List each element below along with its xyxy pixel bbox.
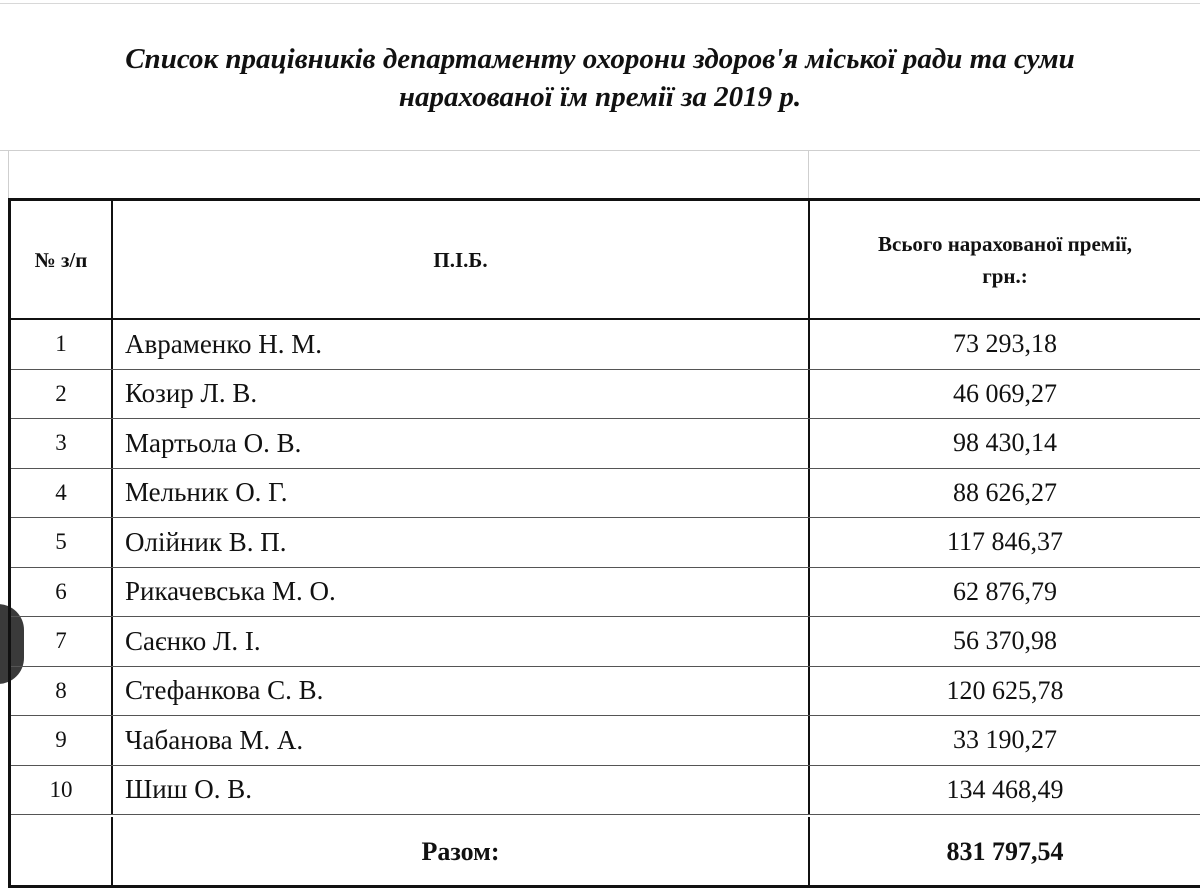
header-total-bonus	[810, 201, 1200, 318]
table-total-row	[11, 817, 1200, 886]
document-title	[0, 40, 1200, 116]
employee-name: Чабанова М. А.	[113, 716, 810, 765]
header-full-name: П.І.Б.	[113, 201, 810, 318]
row-number: 6	[11, 568, 113, 617]
header-total-bonus-line-1: Всього нарахованої премії,	[878, 231, 1132, 256]
row-number: 7	[11, 617, 113, 666]
sheet-gridline	[808, 150, 809, 198]
bonus-amount: 46 069,27	[953, 378, 1057, 408]
sheet-gridline	[8, 150, 9, 198]
bonus-amount: 56 370,98	[953, 626, 1057, 656]
table-header-row	[11, 201, 1200, 320]
table-row	[11, 617, 1200, 667]
title-line-2: нарахованої їм премії за 2019 р.	[398, 81, 802, 113]
bonus-table	[8, 198, 1200, 888]
employee-name: Саєнко Л. І.	[113, 617, 810, 666]
table-row	[11, 469, 1200, 519]
row-number: 3	[11, 419, 113, 468]
sheet-gridline	[0, 150, 1200, 151]
bonus-amount: 120 625,78	[946, 675, 1064, 705]
row-number: 9	[11, 716, 113, 765]
row-number: 1	[11, 320, 113, 369]
employee-name: Шиш О. В.	[113, 766, 810, 815]
employee-name: Олійник В. П.	[113, 518, 810, 567]
row-number: 8	[11, 667, 113, 716]
title-line-1: Список працівників департаменту охорони здоров'я міської ради та суми	[125, 43, 1075, 75]
bonus-amount: 98 430,14	[953, 428, 1057, 458]
total-amount: 831 797,54	[946, 836, 1064, 866]
bonus-amount: 33 190,27	[953, 725, 1057, 755]
bonus-amount: 88 626,27	[953, 477, 1057, 507]
employee-name: Мельник О. Г.	[113, 469, 810, 518]
employee-name: Авраменко Н. М.	[113, 320, 810, 369]
header-number: № з/п	[11, 201, 113, 318]
row-number: 2	[11, 370, 113, 419]
employee-name: Рикачевська М. О.	[113, 568, 810, 617]
row-number: 10	[11, 766, 113, 815]
table-row	[11, 766, 1200, 816]
bonus-amount: 73 293,18	[953, 329, 1057, 359]
total-number-cell	[11, 817, 113, 886]
table-row	[11, 320, 1200, 370]
row-number: 4	[11, 469, 113, 518]
employee-name: Стефанкова С. В.	[113, 667, 810, 716]
employee-name: Мартьола О. В.	[113, 419, 810, 468]
bonus-amount: 62 876,79	[953, 576, 1057, 606]
table-row	[11, 667, 1200, 717]
row-number: 5	[11, 518, 113, 567]
table-row	[11, 370, 1200, 420]
total-label: Разом:	[113, 817, 810, 886]
bonus-amount: 117 846,37	[946, 527, 1064, 557]
table-row	[11, 716, 1200, 766]
header-total-bonus-line-2: грн.:	[982, 263, 1028, 288]
bonus-amount: 134 468,49	[946, 774, 1064, 804]
table-row	[11, 568, 1200, 618]
table-row	[11, 518, 1200, 568]
table-row	[11, 419, 1200, 469]
employee-name: Козир Л. В.	[113, 370, 810, 419]
top-divider	[0, 3, 1200, 4]
